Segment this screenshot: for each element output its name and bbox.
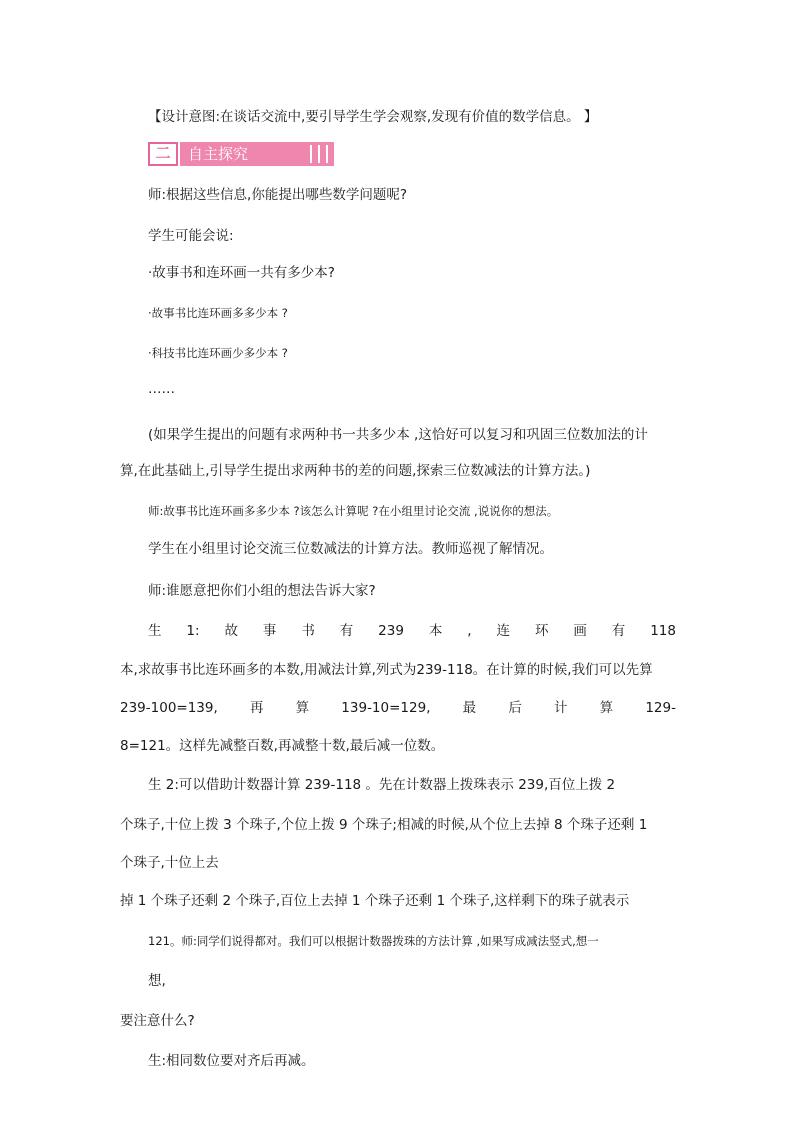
text-fragment: 故 (224, 623, 238, 639)
text-fragment: 129- (645, 700, 676, 716)
student-2-line-7: 要注意什么? (120, 1013, 195, 1029)
student-2-line-6: 想, (148, 973, 166, 989)
discussion-line: 学生在小组里讨论交流三位数减法的计算方法。教师巡视了解情况。 (148, 541, 553, 557)
text-fragment: 计 (554, 700, 568, 716)
bullet-item: ·故事书比连环画多多少本 ? (148, 306, 288, 320)
section-title: 自主探究 (188, 145, 249, 163)
student-1-line-3 (120, 699, 676, 717)
ellipsis: …… (148, 381, 175, 397)
text-fragment: 本 (428, 623, 443, 639)
student-1-line-4: 8=121。这样先减整百数,再减整十数,最后减一位数。 (120, 738, 445, 754)
text-fragment: 239 (378, 623, 404, 639)
text-fragment: 最 (462, 700, 477, 716)
students-may-say: 学生可能会说: (148, 228, 234, 244)
teacher-question-3: 师:谁愿意把你们小组的想法告诉大家? (148, 583, 376, 599)
text-fragment: 生 (148, 623, 162, 639)
text-fragment: 算 (599, 700, 614, 716)
student-2-line-5: 121。师:同学们说得都对。我们可以根据计数器拨珠的方法计算 ,如果写成减法竖式,想一 (148, 934, 599, 948)
section-number: 二 (148, 142, 178, 166)
section-title-bar (180, 142, 334, 166)
note-line-1: (如果学生提出的问题有求两种书一共多少本 ,这恰好可以复习和巩固三位数加法的计 (148, 427, 648, 443)
student-1-line-1 (148, 622, 676, 640)
text-fragment: 画 (573, 623, 587, 639)
text-fragment: 有 (611, 623, 626, 639)
text-fragment: , (467, 623, 472, 639)
text-fragment: 后 (508, 700, 522, 716)
bullet-item: ·故事书和连环画一共有多少本? (148, 265, 335, 281)
text-fragment: 139-10=129, (341, 700, 431, 716)
text-fragment: 1: (186, 623, 200, 639)
text-fragment: 环 (534, 623, 549, 639)
text-fragment: 算 (295, 700, 310, 716)
note-line-2: 算,在此基础上,引导学生提出求两种书的差的问题,探索三位数减法的计算方法。) (120, 463, 591, 479)
text-fragment: 再 (249, 700, 264, 716)
banner-stripe (326, 145, 328, 163)
student-1-line-2: 本,求故事书比连环画多的本数,用减法计算,列式为239-118。在计算的时候,我们可以先算 (120, 662, 653, 678)
student-2-line-2: 个珠子,十位上拨 3 个珠子,个位上拨 9 个珠子;相减的时候,从个位上去掉 8 个珠子还剩 1 (120, 817, 648, 833)
student-2-line-4: 掉 1 个珠子还剩 2 个珠子,百位上去掉 1 个珠子还剩 1 个珠子,这样剩下的珠子就表示 (120, 893, 630, 909)
design-intent: 【设计意图:在谈话交流中,要引导学生学会观察,发现有价值的数学信息。 】 (148, 109, 598, 125)
section-banner (148, 142, 334, 166)
bullet-item: ·科技书比连环画少多少本 ? (148, 346, 288, 360)
student-2-line-1: 生 2:可以借助计数器计算 239-118 。先在计数器上拨珠表示 239,百位上拨 2 (148, 777, 616, 793)
text-fragment: 有 (339, 623, 354, 639)
text-fragment: 连 (496, 623, 511, 639)
text-fragment: 书 (301, 623, 315, 639)
text-fragment: 239-100=139, (120, 700, 218, 716)
banner-stripe (318, 145, 320, 163)
student-2-line-3: 个珠子,十位上去 (120, 855, 219, 871)
text-fragment: 118 (650, 623, 676, 639)
student-answer: 生:相同数位要对齐后再减。 (148, 1053, 315, 1069)
teacher-question-1: 师:根据这些信息,你能提出哪些数学问题呢? (148, 187, 408, 203)
banner-stripe (310, 145, 312, 163)
teacher-question-2: 师:故事书比连环画多多少本 ?该怎么计算呢 ?在小组里讨论交流 ,说说你的想法。 (148, 504, 559, 518)
text-fragment: 事 (262, 623, 277, 639)
